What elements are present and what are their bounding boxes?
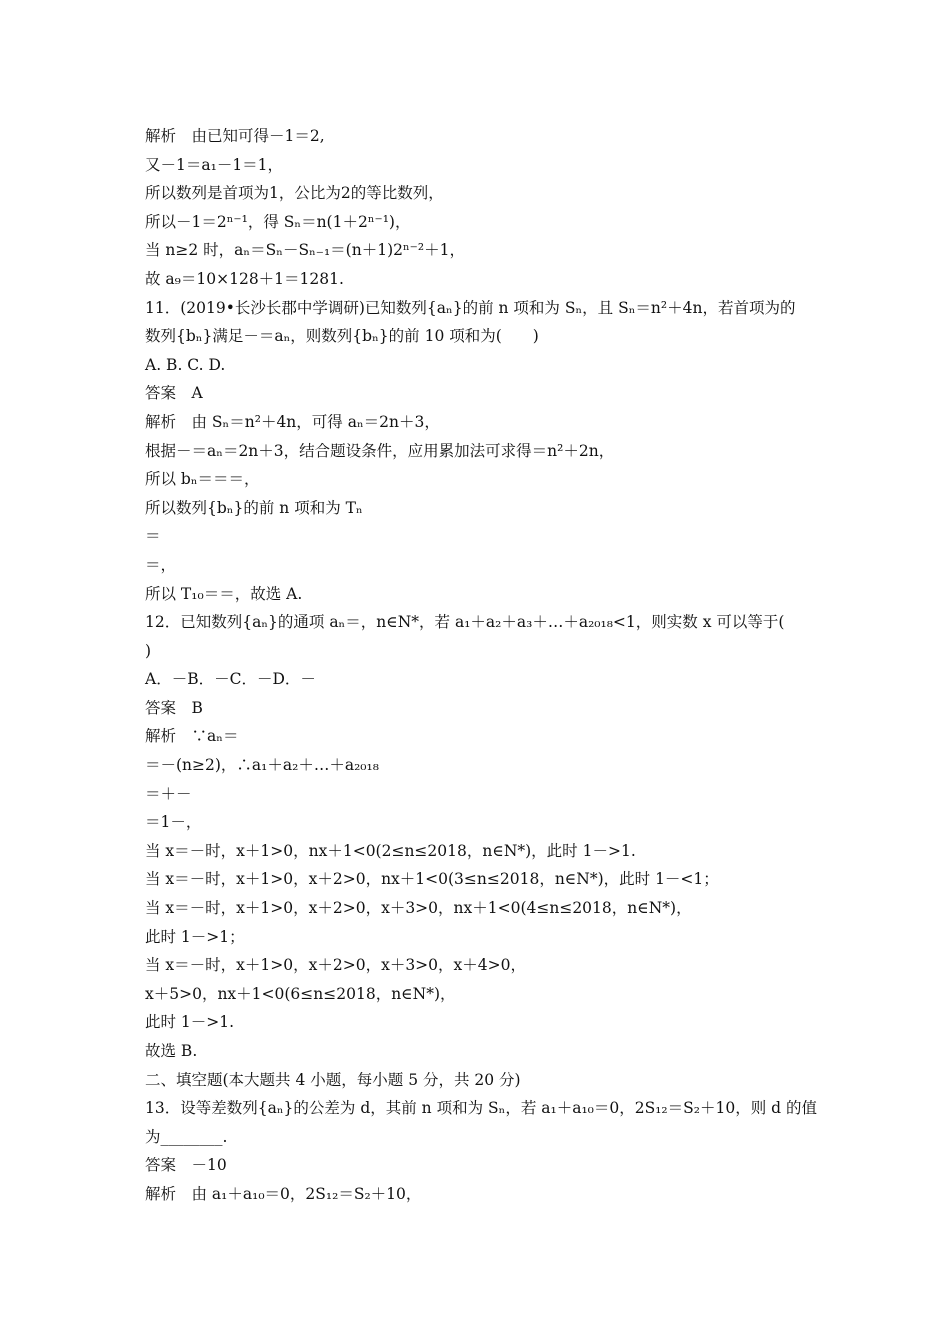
text-line: 解析 ∵aₙ＝: [145, 727, 239, 746]
text-line: 答案 B: [145, 698, 203, 717]
text-line: 所以数列是首项为1，公比为2的等比数列，: [145, 184, 444, 203]
text-line: 当 x＝－时，x＋1>0，x＋2>0，x＋3>0，nx＋1<0(4≤n≤2018，n∈N*)，: [145, 899, 692, 918]
text-line: 数列{bₙ}满足－＝aₙ，则数列{bₙ}的前 10 项和为( ): [145, 327, 539, 346]
text-line: 12．已知数列{aₙ}的通项 aₙ＝，n∈N*，若 a₁＋a₂＋a₃＋…＋a₂₀₁₈<1，则实数 x 可以等于(: [145, 613, 785, 632]
text-line: ＝1－，: [145, 813, 202, 832]
text-line: ): [145, 641, 152, 660]
text-line: 当 n≥2 时，aₙ＝Sₙ－Sₙ₋₁＝(n＋1)2ⁿ⁻²＋1，: [145, 241, 465, 260]
text-line: 所以 T₁₀＝＝，故选 A.: [145, 584, 303, 603]
text-line: ＝: [145, 527, 161, 546]
text-line: 为________.: [145, 1127, 228, 1146]
text-line: 解析 由已知可得－1＝2,: [145, 127, 325, 145]
text-line: ＝－(n≥2)，∴a₁＋a₂＋…＋a₂₀₁₈: [145, 756, 379, 775]
text-line: A. B. C. D.: [145, 355, 226, 374]
document-body: [145, 122, 817, 1209]
text-line: x＋5>0，nx＋1<0(6≤n≤2018，n∈N*)，: [145, 984, 456, 1003]
text-line: 故选 B.: [145, 1042, 198, 1060]
text-line: 解析 由 Sₙ＝n²＋4n，可得 aₙ＝2n＋3，: [145, 412, 440, 431]
text-line: 答案 －10: [145, 1156, 227, 1175]
text-line: 此时 1－>1；: [145, 927, 245, 946]
text-line: 故 a₉＝10×128＋1＝1281.: [145, 269, 344, 288]
text-line: 又－1＝a₁－1＝1，: [145, 155, 284, 174]
text-line: 当 x＝－时，x＋1>0，x＋2>0，nx＋1<0(3≤n≤2018，n∈N*)，此时 1－<1；: [145, 870, 719, 889]
text-line: 所以 bₙ＝＝＝，: [145, 470, 260, 489]
text-line: 解析 由 a₁＋a₁₀＝0，2S₁₂＝S₂＋10，: [145, 1184, 422, 1203]
text-line: 二、填空题(本大题共 4 小题，每小题 5 分，共 20 分): [145, 1070, 521, 1089]
text-line: 当 x＝－时，x＋1>0，x＋2>0，x＋3>0，x＋4>0，: [145, 956, 526, 975]
text-line: 答案 A: [145, 384, 203, 403]
text-line: A．－B．－C．－D．－: [145, 670, 316, 689]
text-line: ＝，: [145, 555, 177, 574]
text-line: 根据－＝aₙ＝2n＋3，结合题设条件，应用累加法可求得＝n²＋2n，: [145, 441, 615, 460]
text-line: 所以数列{bₙ}的前 n 项和为 Tₙ: [145, 498, 363, 517]
text-line: 所以－1＝2ⁿ⁻¹，得 Sₙ＝n(1＋2ⁿ⁻¹)，: [145, 212, 411, 231]
text-line: 13．设等差数列{aₙ}的公差为 d，其前 n 项和为 Sₙ，若 a₁＋a₁₀＝0，2S₁₂＝S₂＋10，则 d 的值: [145, 1099, 817, 1118]
text-line: ＝＋－: [145, 784, 192, 803]
text-line: 当 x＝－时，x＋1>0，nx＋1<0(2≤n≤2018，n∈N*)，此时 1－>1.: [145, 841, 636, 860]
text-line: 11．(2019•长沙长郡中学调研)已知数列{aₙ}的前 n 项和为 Sₙ，且 Sₙ＝n²＋4n，若首项为的: [145, 298, 796, 317]
text-line: 此时 1－>1.: [145, 1013, 235, 1032]
